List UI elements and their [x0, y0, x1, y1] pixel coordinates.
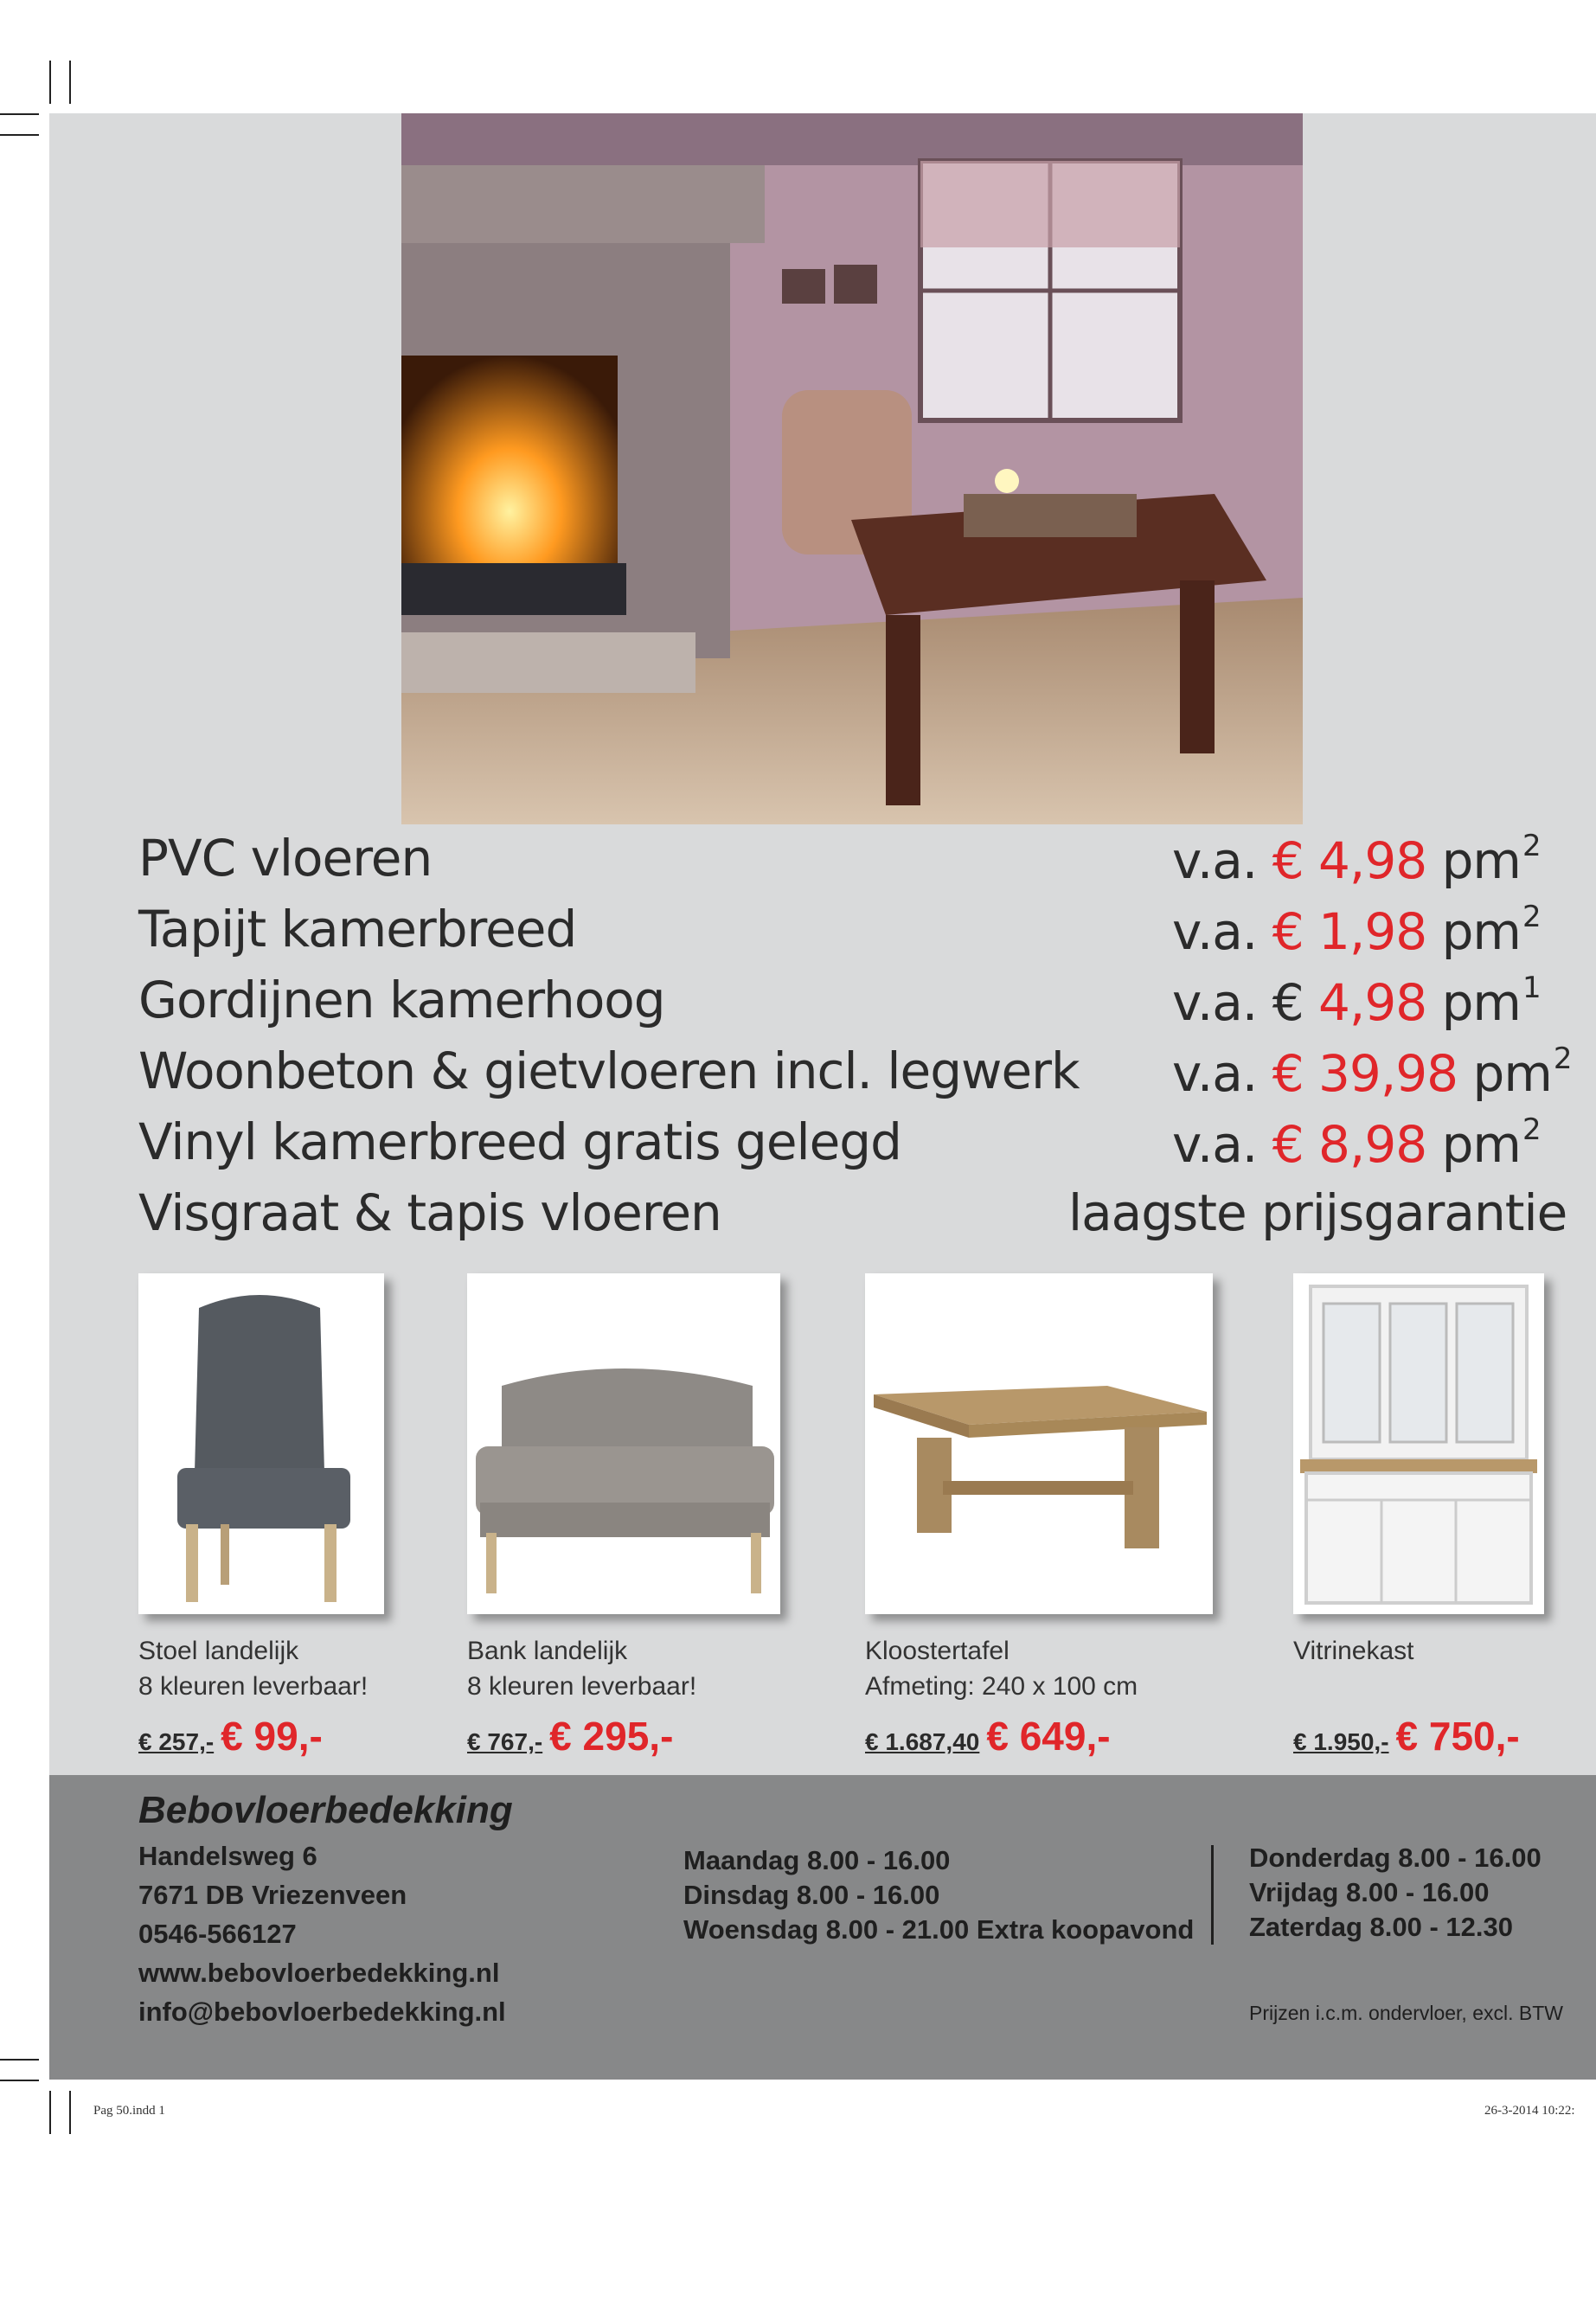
product-image-chair [138, 1273, 384, 1614]
price-row-price: v.a. € 8,98 $pm^2$ [1172, 1112, 1541, 1174]
crop-mark [0, 134, 39, 136]
price-note: Prijzen i.c.m. ondervloer, excl. BTW [1249, 2002, 1563, 2024]
opening-hours-line: Vrijdag 8.00 - 16.00 [1249, 1877, 1490, 1907]
product-subtitle: Afmeting: 240 x 100 cm [865, 1672, 1138, 1701]
product-name: Stoel landelijk [138, 1637, 299, 1665]
divider [1211, 1845, 1214, 1945]
price-row-price: v.a. € 39,98 $pm^2$ [1172, 1042, 1572, 1103]
price-row-price: v.a. € 4,98 $pm^2$ [1172, 829, 1541, 890]
product-price [138, 1713, 323, 1759]
opening-hours-line: Woensdag 8.00 - 21.00 Extra koopavond [683, 1914, 1195, 1945]
product-image-bench [467, 1273, 780, 1614]
slug-date: 26-3-2014 10:22: [1484, 2104, 1575, 2118]
crop-mark [69, 2091, 71, 2134]
hero-photo-living-room [401, 113, 1303, 824]
old-price: € 257,- [138, 1728, 215, 1755]
old-price: € 1.687,40 [865, 1728, 980, 1755]
price-row [0, 829, 1596, 898]
opening-hours-line: Zaterdag 8.00 - 12.30 [1249, 1912, 1513, 1942]
price-row [0, 971, 1596, 1040]
old-price: € 767,- [467, 1728, 543, 1755]
crop-mark [0, 113, 39, 115]
price-row [0, 1112, 1596, 1182]
opening-hours-line: Maandag 8.00 - 16.00 [683, 1845, 951, 1875]
price-row-name: Woonbeton & gietvloeren incl. legwerk [138, 1042, 1080, 1100]
product-name: Vitrinekast [1293, 1637, 1414, 1665]
price-row-guarantee [0, 1183, 1596, 1253]
crop-mark [0, 2080, 39, 2081]
sale-price: € 295,- [549, 1714, 674, 1759]
product-name: Kloostertafel [865, 1637, 1010, 1665]
product-image-cabinet [1293, 1273, 1544, 1614]
company-name: Bebovloerbedekking [138, 1789, 513, 1831]
product-subtitle: 8 kleuren leverbaar! [467, 1672, 697, 1701]
product-image-table [865, 1273, 1213, 1614]
email-link[interactable]: info@bebovloerbedekking.nl [138, 1997, 506, 2027]
price-row-name: Vinyl kamerbreed gratis gelegd [138, 1112, 901, 1171]
product-name: Bank landelijk [467, 1637, 628, 1665]
opening-hours-line: Dinsdag 8.00 - 16.00 [683, 1880, 940, 1910]
product-price [1293, 1713, 1520, 1759]
phone-number: 0546-566127 [138, 1919, 297, 1949]
price-row-price: v.a. € 1,98 $pm^2$ [1172, 900, 1541, 961]
opening-hours-line: Donderdag 8.00 - 16.00 [1249, 1843, 1542, 1873]
sale-price: € 99,- [221, 1714, 323, 1759]
product-price [865, 1713, 1111, 1759]
address-line: Handelsweg 6 [138, 1841, 317, 1871]
price-row-price: v.a. € 4,98 $pm^1$ [1172, 971, 1541, 1032]
price-row-name: PVC vloeren [138, 829, 433, 888]
guarantee-text: laagste prijsgarantie [1068, 1183, 1567, 1242]
address-line: 7671 DB Vriezenveen [138, 1880, 407, 1910]
crop-mark [0, 2059, 39, 2061]
product-price [467, 1713, 673, 1759]
crop-mark [69, 61, 71, 104]
price-row-name: Gordijnen kamerhoog [138, 971, 665, 1029]
sale-price: € 649,- [986, 1714, 1111, 1759]
price-row-name: Visgraat & tapis vloeren [138, 1183, 721, 1242]
price-row [0, 1042, 1596, 1111]
price-row-name: Tapijt kamerbreed [138, 900, 577, 958]
product-subtitle: 8 kleuren leverbaar! [138, 1672, 369, 1701]
crop-mark [49, 61, 51, 104]
sale-price: € 750,- [1395, 1714, 1520, 1759]
old-price: € 1.950,- [1293, 1728, 1389, 1755]
slug-filename: Pag 50.indd 1 [93, 2104, 165, 2118]
website-link[interactable]: www.bebovloerbedekking.nl [138, 1958, 500, 1988]
crop-mark [49, 2091, 51, 2134]
price-row [0, 900, 1596, 969]
